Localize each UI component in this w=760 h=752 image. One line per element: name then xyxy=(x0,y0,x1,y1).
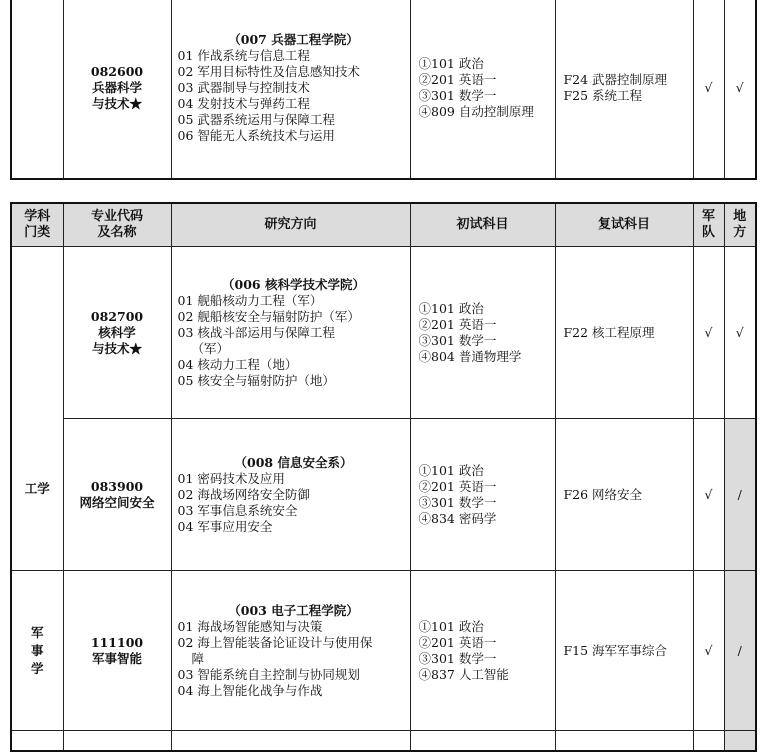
local-mark: √ xyxy=(724,0,756,179)
exam-item: ②201 英语一 xyxy=(418,316,497,332)
direction-item: 01 海战场智能感知与决策 xyxy=(177,618,323,634)
exam-item: ②201 英语一 xyxy=(418,72,497,88)
exam-item: ①101 政治 xyxy=(418,300,484,316)
exam-cell xyxy=(410,0,555,179)
header-category: 学科 门类 xyxy=(11,203,63,247)
exam-cell xyxy=(410,571,555,731)
local-mark: / xyxy=(724,419,756,571)
college-name: （007 兵器工程学院） xyxy=(228,32,359,48)
direction-item: 05 武器系统运用与保障工程 xyxy=(177,112,335,128)
college-name: （008 信息安全系） xyxy=(234,454,353,470)
direction-item: 02 海上智能装备论证设计与使用保 xyxy=(177,634,373,650)
exam-item: ①101 政治 xyxy=(418,462,484,478)
direction-item: 01 舰船核动力工程（军） xyxy=(177,292,323,308)
exam-item: ④804 普通物理学 xyxy=(418,348,522,364)
header-military: 军 队 xyxy=(693,203,724,247)
table-row xyxy=(11,247,756,419)
exam-item: ①101 政治 xyxy=(418,618,484,634)
direction-item-cont: （军） xyxy=(191,340,230,356)
direction-item: 03 武器制导与控制技术 xyxy=(177,80,310,96)
table-row xyxy=(11,571,756,731)
military-mark: √ xyxy=(693,0,724,179)
direction-item-cont: 障 xyxy=(191,650,205,666)
major-code: 111100 xyxy=(90,634,144,650)
program-table xyxy=(10,202,757,752)
direction-cell xyxy=(171,571,410,731)
direction-item: 04 发射技术与弹药工程 xyxy=(177,96,310,112)
college-name: （003 电子工程学院） xyxy=(228,602,359,618)
exam-item: ③301 数学一 xyxy=(418,494,497,510)
local-mark: / xyxy=(724,571,756,731)
local-mark xyxy=(724,731,756,751)
category-cell xyxy=(11,731,63,751)
direction-item: 03 核战斗部运用与保障工程 xyxy=(177,324,335,340)
header-direction: 研究方向 xyxy=(171,203,410,247)
major-name: 军事智能 xyxy=(91,650,142,666)
major-name: 与技术★ xyxy=(91,340,142,356)
college-name: （006 核科学技术学院） xyxy=(222,276,365,292)
direction-cell xyxy=(171,247,410,419)
direction-item: 05 核安全与辐射防护（地） xyxy=(177,372,335,388)
major-name: 核科学 xyxy=(98,324,136,340)
exam-cell xyxy=(410,731,555,751)
program-table-continued xyxy=(10,0,757,180)
direction-item: 01 作战系统与信息工程 xyxy=(177,48,310,64)
header-major: 专业代码 及名称 xyxy=(63,203,171,247)
exam-item: ①101 政治 xyxy=(418,56,484,72)
direction-item: 04 核动力工程（地） xyxy=(177,356,298,372)
exam-cell xyxy=(410,247,555,419)
category-cell-military-science: 军 事 学 xyxy=(11,571,63,731)
exam-item: ②201 英语一 xyxy=(418,634,497,650)
retest-cell: F15 海军军事综合 xyxy=(555,571,693,731)
table-header-row xyxy=(11,203,756,247)
direction-item: 04 海上智能化战争与作战 xyxy=(177,682,323,698)
direction-item: 04 军事应用安全 xyxy=(177,518,273,534)
exam-item: ④837 人工智能 xyxy=(418,666,509,682)
exam-item: ②201 英语一 xyxy=(418,478,497,494)
table-row xyxy=(11,0,756,179)
exam-item: ③301 数学一 xyxy=(418,332,497,348)
category-cell xyxy=(11,0,63,179)
direction-cell xyxy=(171,0,410,179)
retest-item: F25 系统工程 xyxy=(563,88,643,104)
direction-item: 01 密码技术及应用 xyxy=(177,470,285,486)
exam-cell xyxy=(410,419,555,571)
direction-item: 02 军用目标特性及信息感知技术 xyxy=(177,64,360,80)
header-retest: 复试科目 xyxy=(555,203,693,247)
table-row xyxy=(11,419,756,571)
major-name: 网络空间安全 xyxy=(79,494,155,510)
direction-cell xyxy=(171,419,410,571)
direction-cell xyxy=(171,731,410,751)
major-code: 082700 xyxy=(90,308,144,324)
direction-item: 03 智能系统自主控制与协同规划 xyxy=(177,666,360,682)
military-mark xyxy=(693,731,724,751)
direction-item: 03 军事信息系统安全 xyxy=(177,502,298,518)
major-name: 与技术★ xyxy=(91,96,142,112)
direction-item: 02 舰船核安全与辐射防护（军） xyxy=(177,308,360,324)
local-mark: √ xyxy=(724,247,756,419)
retest-item: F24 武器控制原理 xyxy=(563,72,668,88)
exam-item: ④809 自动控制原理 xyxy=(418,104,534,120)
major-cell xyxy=(63,731,171,751)
category-cell-engineering: 工学 xyxy=(11,247,63,571)
table-row-partial xyxy=(11,731,756,751)
military-mark: √ xyxy=(693,571,724,731)
major-name: 兵器科学 xyxy=(91,80,142,96)
header-exam: 初试科目 xyxy=(410,203,555,247)
exam-item: ④834 密码学 xyxy=(418,510,497,526)
major-cell xyxy=(63,0,171,179)
major-code: 083900 xyxy=(90,478,144,494)
major-code: 082600 xyxy=(90,64,144,80)
retest-cell xyxy=(555,0,693,179)
military-mark: √ xyxy=(693,419,724,571)
exam-item: ③301 数学一 xyxy=(418,650,497,666)
direction-item: 06 智能无人系统技术与运用 xyxy=(177,128,335,144)
retest-cell xyxy=(555,731,693,751)
retest-cell: F22 核工程原理 xyxy=(555,247,693,419)
military-mark: √ xyxy=(693,247,724,419)
major-cell xyxy=(63,419,171,571)
exam-item: ③301 数学一 xyxy=(418,88,497,104)
direction-item: 02 海战场网络安全防御 xyxy=(177,486,310,502)
retest-cell: F26 网络安全 xyxy=(555,419,693,571)
header-local: 地 方 xyxy=(724,203,756,247)
major-cell xyxy=(63,571,171,731)
major-cell xyxy=(63,247,171,419)
